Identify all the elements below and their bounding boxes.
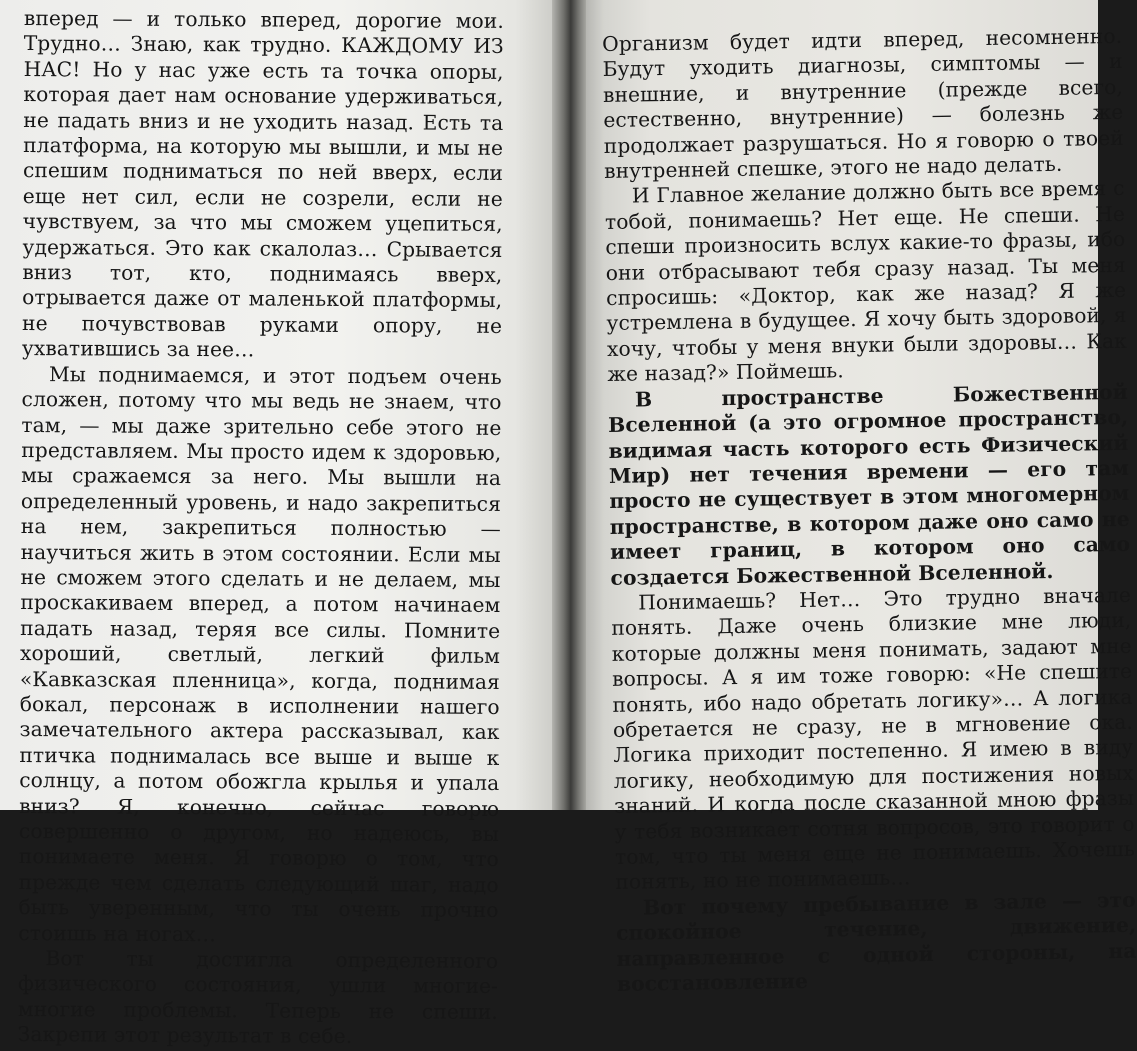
right-paragraph-3-bold: В пространстве Божественной Вселенной (а это огромное пространство, видимая часть которого есть Физический Мир) нет течения времени — его там просто не существует в этом многомерном пространстве, в котором даже оно само не имеет границ, в котором оно само создается Божественной Вселенной.	[607, 379, 1131, 590]
book-gutter	[552, 0, 586, 810]
left-paragraph-3: Вот ты достигла определенного физического состояния, ушли многие-многие проблемы. Теперь не спеши. Закрепи этот результат в себе.	[17, 946, 499, 1049]
right-paragraph-5-bold: Вот почему пребывание в зале — это спокойное течение, движение, направленное с одной стороны, на восстановление	[615, 887, 1137, 996]
left-paragraph-1: вперед — и только вперед, дорогие мои. Трудно… Знаю, как трудно. КАЖДОМУ ИЗ НАС! Но у нас уже есть та точка опоры, которая дает нам основание удерживаться, не падать вниз и не уходить назад. Есть та платформа, на которую мы вышли, и мы не спешим подниматься по ней вверх, если еще нет сил, если не созрели, если не чувствуем, за что мы сможем уцепиться, удержаться. Это как скалолаз… Срывается вниз тот, кто, поднимаясь вверх, отрывается даже от маленькой платформы, не почувствовав руками опору, не ухватившись за нее…	[21, 6, 504, 362]
left-page	[0, 0, 560, 1049]
right-page	[578, 0, 1137, 996]
right-page-text	[602, 24, 1137, 997]
right-paragraph-4: Понимаешь? Нет… Это трудно вначале понять. Даже очень близкие мне люди, которые должны меня понимать, задают мне вопросы. А я им тоже говорю: «Не спешите понять, ибо надо обретать логику»… А логика обретается не сразу, не в мгновение ока. Логика приходит постепенно. Я имею в виду логику, необходимую для постижения новых знаний. И когда после сказанной мною фразы у тебя возникает сотня вопросов, это говорит о том, что ты меня еще не понимаешь. Хочешь понять, но не понимаешь…	[611, 582, 1136, 895]
left-page-text	[18, 6, 504, 1051]
right-paragraph-2: И Главное желание должно быть все время с тобой, понимаешь? Нет еще. Не спеши. Не спеши произносить вслух какие-то фразы, ибо они отбрасывают тебя сразу назад. Ты меня спросишь: «Доктор, как же назад? Я же устремлена в будущее. Я хочу быть здоровой, я хочу, чтобы у меня внуки были здоровы… Как же назад?» Поймешь.	[604, 176, 1128, 387]
left-paragraph-2: Мы поднимаемся, и этот подъем очень сложен, потому что мы ведь не знаем, что там, — мы даже зрительно себе этого не представляем. Мы просто идем к здоровью, мы сражаемся за него. Мы вышли на определенный уровень, и надо закрепиться на нем, закрепиться полностью — научиться жить в этом состоянии. Если мы не сможем этого сделать и не делаем, мы проскакиваем вперед, а потом начинаем падать назад, теряя все силы. Помните хороший, светлый, легкий фильм «Кавказская пленница», когда, поднимая бокал, персонаж в исполнении нашего замечательного актера рассказывал, как птичка поднималась все выше и выше к солнцу, а потом обожгла крылья и упала вниз? Я, конечно, сейчас говорю совершенно о другом, но надеюсь, вы понимаете меня. Я говорю о том, что прежде чем сделать следующий шаг, надо быть уверенным, что ты очень прочно стоишь на ногах…	[18, 361, 502, 946]
right-paragraph-1: Организм будет идти вперед, несомненно. Будут уходить диагнозы, симптомы — и внешние, и внутренние (прежде всего, естественно, внутренние) — болезнь же продолжает разрушаться. Но я говорю о твоей внутренней спешке, этого не надо делать.	[602, 23, 1124, 184]
